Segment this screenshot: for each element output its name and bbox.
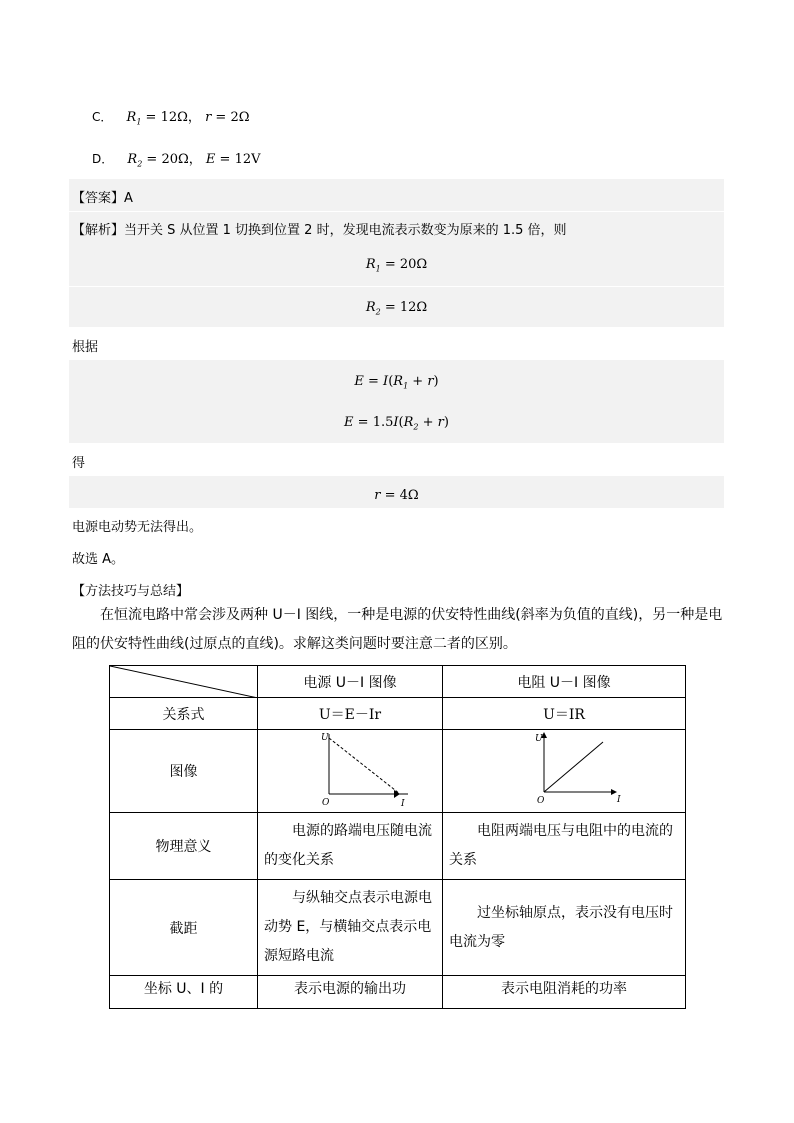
option-d: D． $R_2 = 20\Omega$， E = 12V [92,152,261,169]
resistor-ui-graph [443,730,686,813]
row-label-coords: 坐标 U、I 的 [110,976,258,1009]
source-axis-i: I [401,799,405,809]
source-ui-graph [258,730,443,813]
option-c-r: r = 2Ω [205,110,250,125]
option-c: C． $R_1 = 12\Omega$， r = 2Ω [92,110,250,127]
option-d-e: E = 12V [205,152,261,167]
source-axis-u: U [321,733,329,743]
equation-r2: $R_2 = 12\Omega$ [365,300,428,317]
table-header-row [110,666,686,698]
option-c-label: C． [92,110,113,124]
meaning-source: 电源的路端电压随电流的变化关系 [258,813,443,880]
diagonal-header-cell [110,666,258,698]
table-row [110,813,686,880]
row-label-graph: 图像 [110,730,258,813]
header-resistor: 电阻 U－I 图像 [443,666,686,698]
relation-source: U＝E－Ir [258,698,443,730]
table-row [110,698,686,730]
option-d-label: D． [92,152,114,166]
meaning-resistor: 电阻两端电压与电阻中的电流的关系 [443,813,686,880]
header-source: 电源 U－I 图像 [258,666,443,698]
equation-r1: $R_1 = 20\Omega$ [365,257,428,274]
basis-text: 根据 [72,340,99,355]
source-origin: O [322,798,330,808]
band-divider [69,286,724,287]
table-row [110,976,686,1009]
coords-resistor: 表示电阻消耗的功率 [443,976,686,1009]
row-label-meaning: 物理意义 [110,813,258,880]
analysis-intro: 【解析】当开关 S 从位置 1 切换到位置 2 时，发现电流表示数变为原来的 1.5 倍，则 [72,223,567,238]
row-label-intercept: 截距 [110,880,258,976]
diagonal-line [110,666,258,698]
relation-resistor: U＝IR [443,698,686,730]
resistor-axis-u: U [535,734,543,744]
conclusion-1: 电源电动势无法得出。 [72,520,203,535]
equation-e2: $E = 1.5I(R_2 + r)$ [344,415,449,432]
equation-e1: $E = I(R_1 + r)$ [354,374,439,391]
method-paragraph: 在恒流电路中常会涉及两种 U－I 图线，一种是电源的伏安特性曲线(斜率为负值的直线)，另一种是电阻的伏安特性曲线(过原点的直线)。求解这类问题时要注意二者的区别。 [72,607,723,652]
intercept-resistor: 过坐标轴原点，表示没有电压时电流为零 [443,880,686,976]
answer-band [69,179,724,211]
source-graph-svg [258,730,443,812]
row-label-relation: 关系式 [110,698,258,730]
method-heading: 【方法技巧与总结】 [72,584,190,599]
get-text: 得 [72,456,86,471]
coords-source: 表示电源的输出功 [258,976,443,1009]
resistor-axis-i: I [617,795,621,805]
resistor-graph-svg [443,730,686,812]
equation-r: r = 4Ω [374,488,419,503]
table-row [110,880,686,976]
conclusion-2: 故选 A。 [72,552,125,567]
comparison-table [109,665,686,1009]
table-row [110,730,686,813]
resistor-origin: O [537,796,545,806]
option-d-r2: $R_2 = 20\Omega$ [127,152,189,169]
answer-line: 【答案】A [72,191,133,206]
intercept-source: 与纵轴交点表示电源电动势 E，与横轴交点表示电源短路电流 [258,880,443,976]
option-c-r1: $R_1 = 12\Omega$ [126,110,188,127]
